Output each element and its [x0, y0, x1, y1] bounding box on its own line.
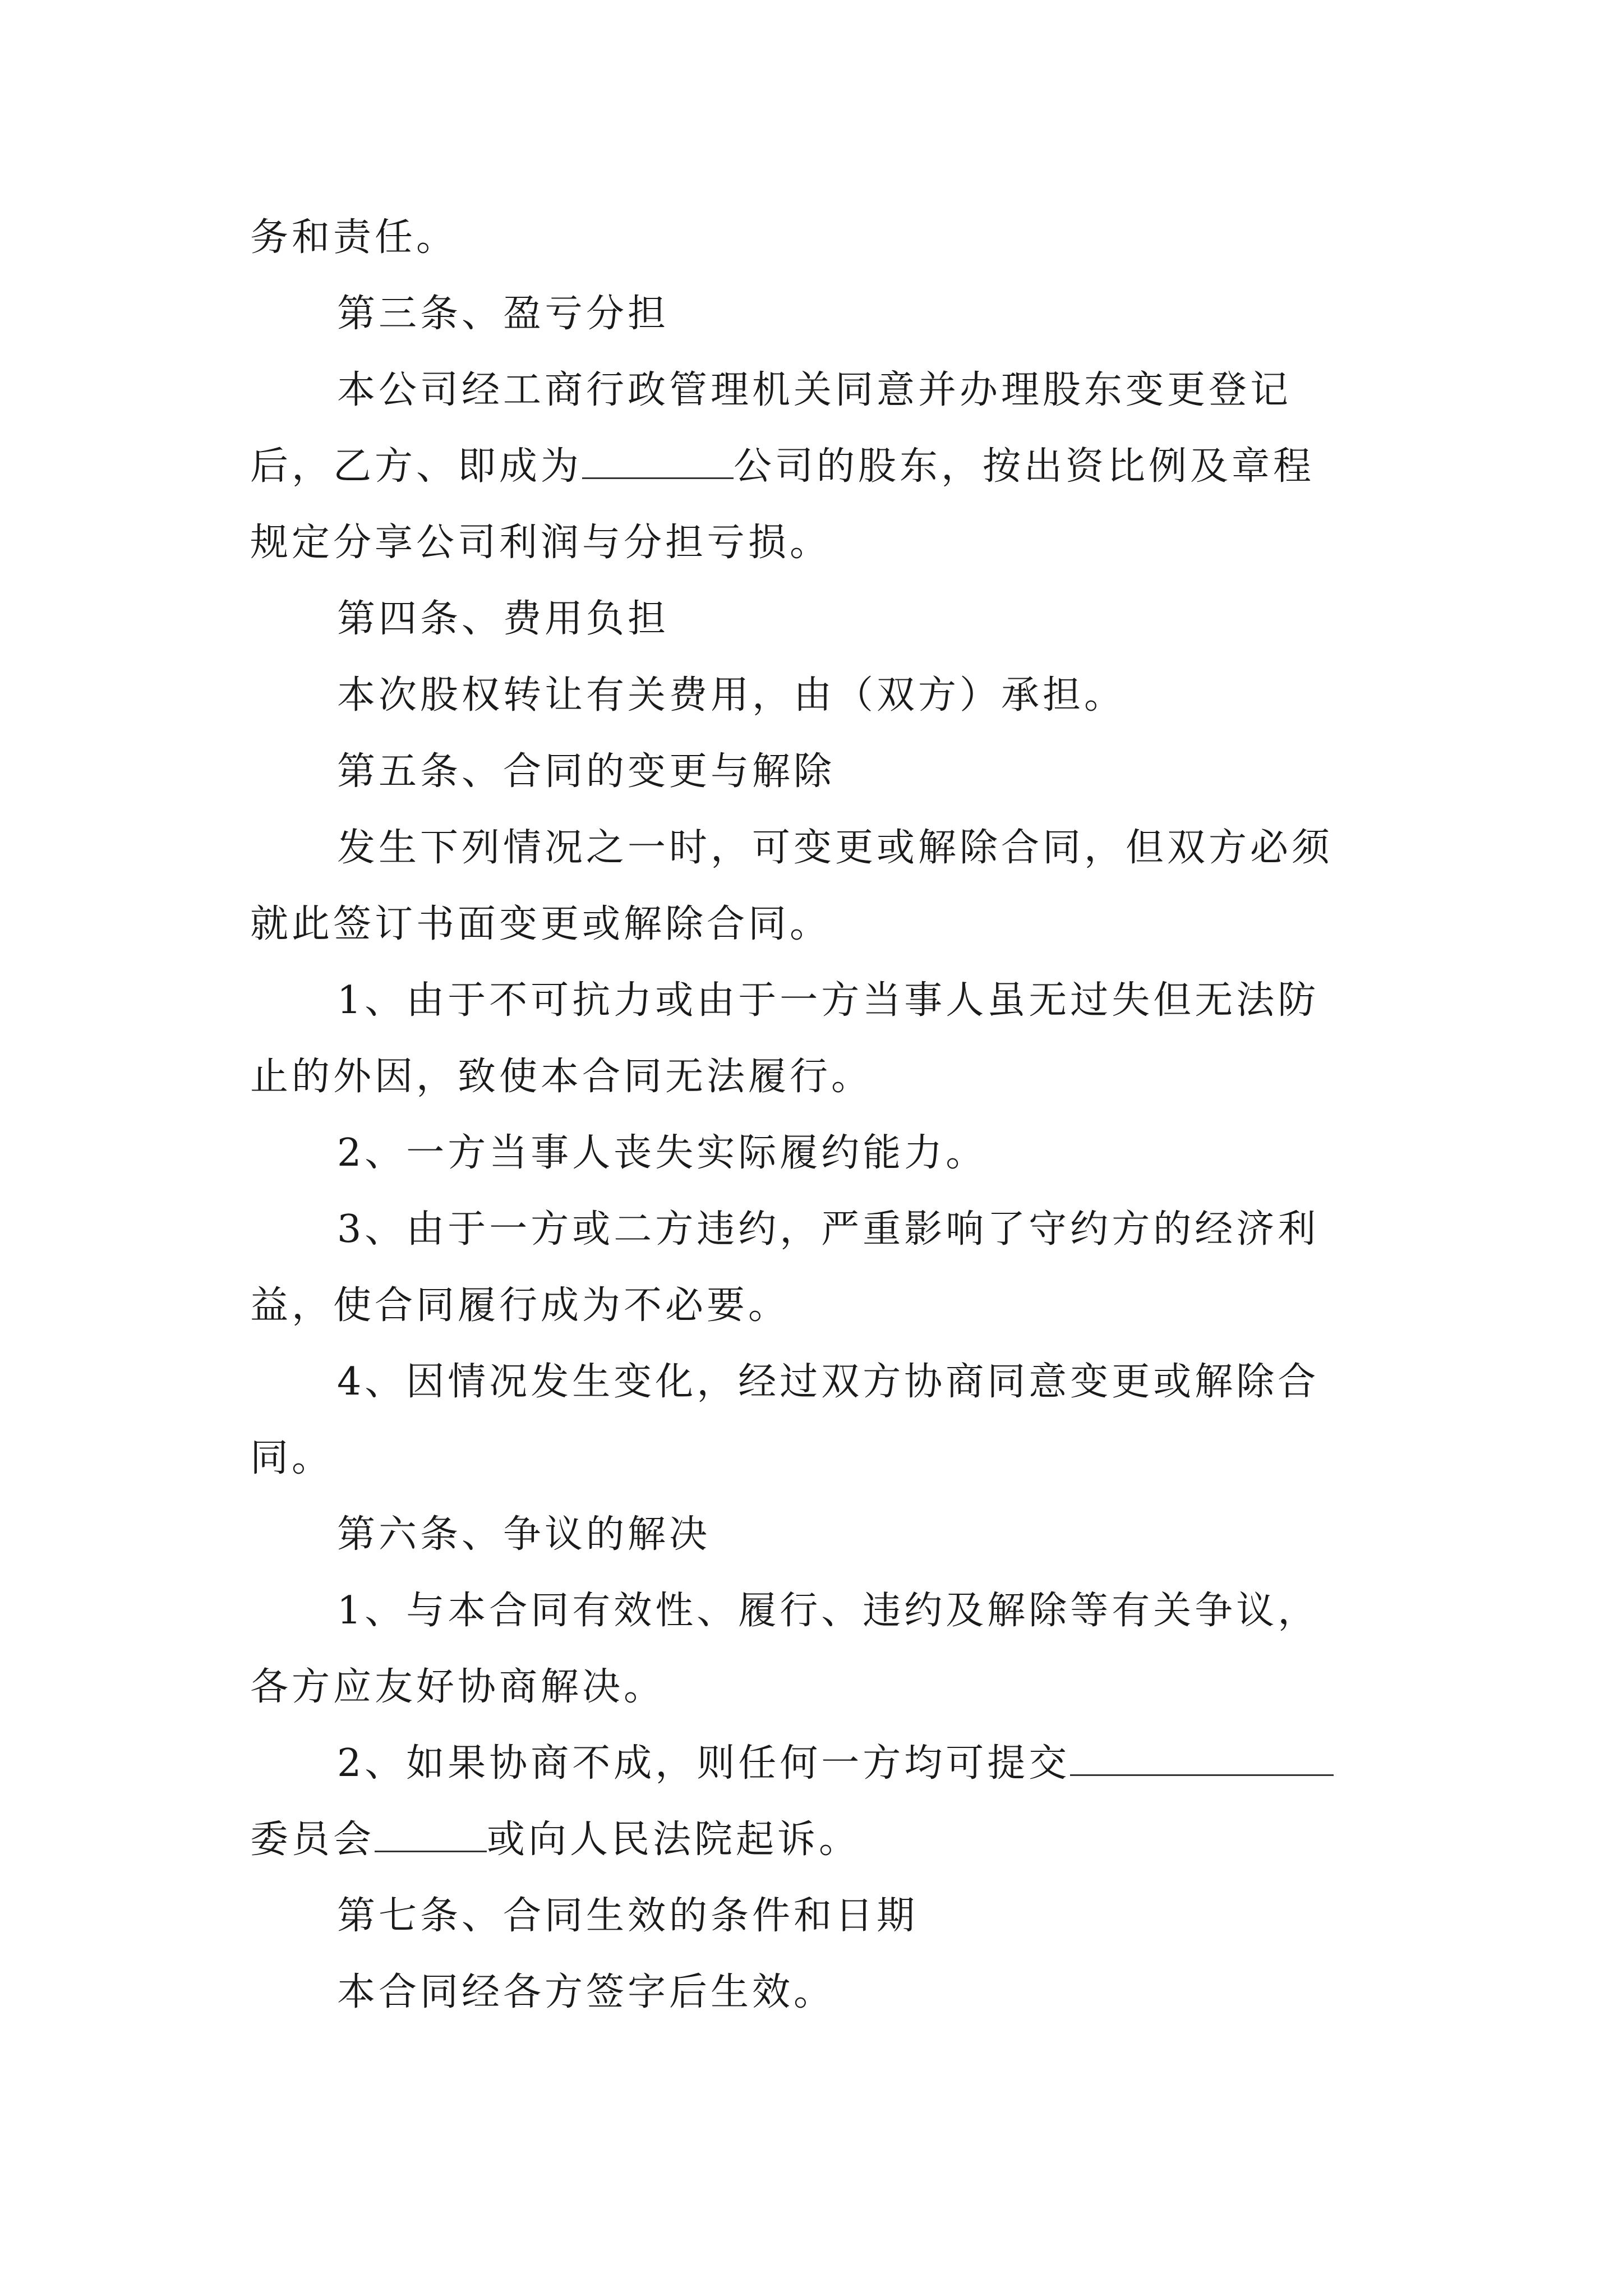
article-heading: 第三条、盈亏分担: [337, 292, 670, 336]
list-item-line: 1、与本合同有效性、履行、违约及解除等有关争议，: [337, 1589, 1320, 1633]
text-segment: 2、如果协商不成，则任何一方均可提交: [337, 1741, 1071, 1786]
list-item-line: 同。: [250, 1436, 334, 1480]
article-heading: 第四条、费用负担: [337, 597, 670, 641]
list-item-line: 4、因情况发生变化，经过双方协商同意变更或解除合: [337, 1360, 1320, 1404]
text-segment: 或向人民法院起诉。: [487, 1818, 861, 1862]
text-segment: 公司的股东，按出资比例及章程: [734, 444, 1315, 489]
paragraph-line: 本合同经各方签字后生效。: [337, 1970, 836, 2014]
paragraph-line: 就此签订书面变更或解除合同。: [250, 902, 832, 946]
list-item-line: 2、一方当事人丧失实际履约能力。: [337, 1131, 988, 1175]
paragraph-line: 规定分享公司利润与分担亏损。: [250, 521, 832, 565]
document-body: [250, 200, 1394, 2031]
article-heading: 第六条、争议的解决: [337, 1512, 711, 1557]
list-item-line: 3、由于一方或二方违约，严重影响了守约方的经济利: [337, 1207, 1320, 1251]
paragraph-line: 发生下列情况之一时，可变更或解除合同，但双方必须: [337, 826, 1334, 870]
text-segment: 后，乙方、即成为: [250, 444, 583, 489]
fill-in-blank: [375, 1817, 487, 1852]
paragraph-line-with-blank: [250, 429, 1394, 505]
list-item-line-with-blank: [250, 1802, 1394, 1878]
fill-in-blank: [582, 444, 734, 479]
paragraph-line: 务和责任。: [250, 215, 458, 260]
paragraph-line: 本公司经工商行政管理机关同意并办理股东变更登记: [337, 368, 1292, 412]
list-item-line: 益，使合同履行成为不必要。: [250, 1283, 790, 1328]
fill-in-blank: [1070, 1741, 1334, 1776]
list-item-line: 止的外因，致使本合同无法履行。: [250, 1055, 873, 1099]
article-heading: 第七条、合同生效的条件和日期: [337, 1894, 919, 1938]
list-item-line: 各方应友好协商解决。: [250, 1665, 666, 1709]
list-item-line: 1、由于不可抗力或由于一方当事人虽无过失但无法防: [337, 978, 1320, 1023]
list-item-line-with-blank: [250, 1726, 1394, 1802]
article-heading: 第五条、合同的变更与解除: [337, 749, 836, 794]
paragraph-line: 本次股权转让有关费用，由（双方）承担。: [337, 673, 1126, 717]
text-segment: 委员会: [250, 1818, 375, 1862]
